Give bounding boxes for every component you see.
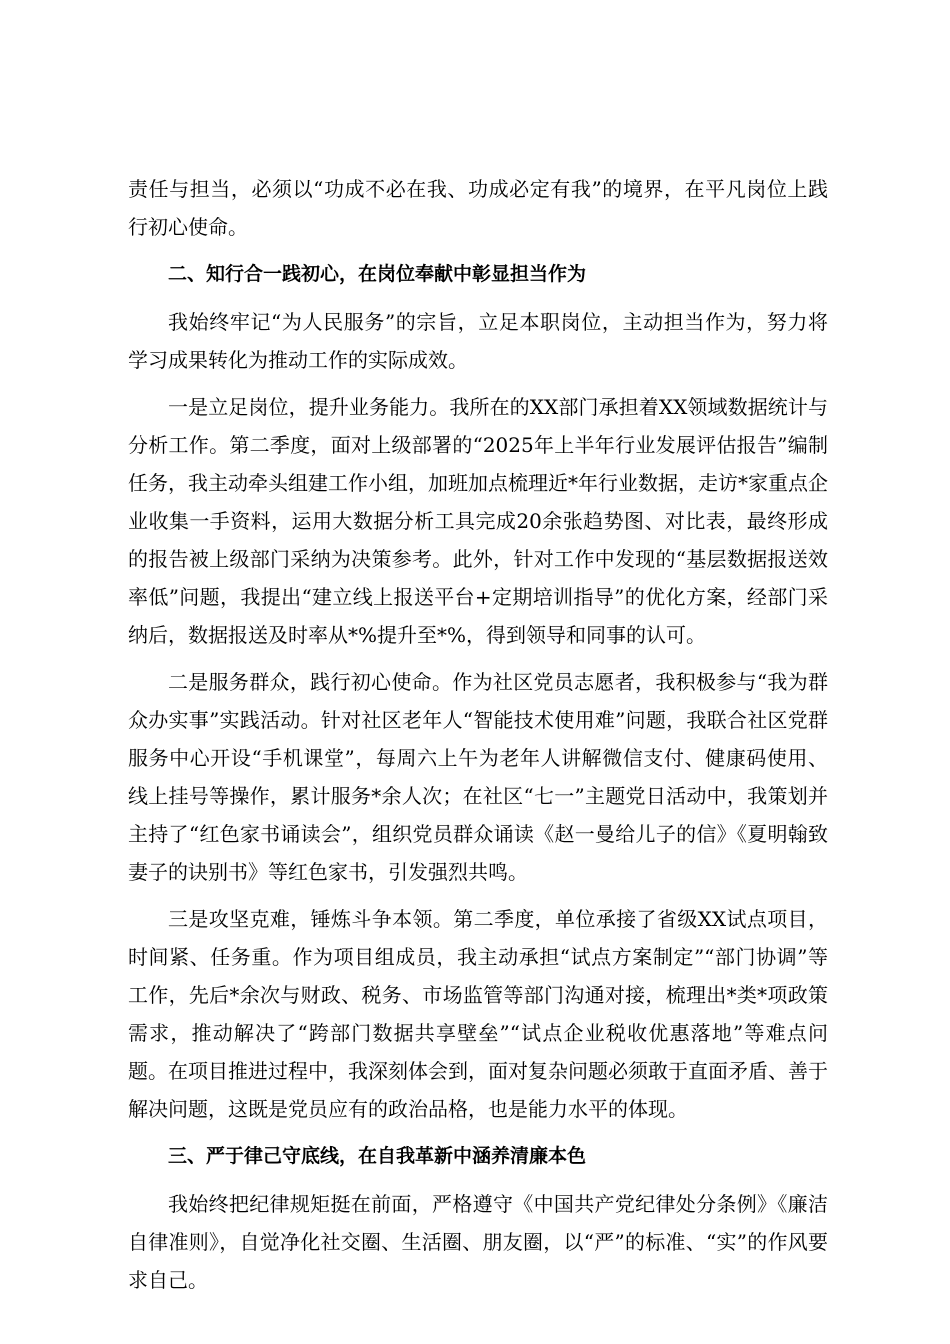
paragraph-intro-section-3: 我始终把纪律规矩挺在前面，严格遵守《中国共产党纪律处分条例》《廉洁自律准则》，自觉净化社交圈、生活圈、朋友圈，以“严”的标准、“实”的作风要求自己。 — [128, 1192, 828, 1292]
paragraph-intro-section-2: 我始终牢记“为人民服务”的宗旨，立足本职岗位，主动担当作为，努力将学习成果转化为推动工作的实际成效。 — [128, 310, 828, 372]
document-body — [128, 170, 828, 1308]
paragraph-point-2: 二是服务群众，践行初心使命。作为社区党员志愿者，我积极参与“我为群众办实事”实践活动。针对社区老年人“智能技术使用难”问题，我联合社区党群服务中心开设“手机课堂”，每周六上午为老年人讲解微信支付、健康码使用、线上挂号等操作，累计服务*余人次；在社区“七一”主题党日活动中，我策划并主持了“红色家书诵读会”，组织党员群众诵读《赵一曼给儿子的信》《夏明翰致妻子的诀别书》等红色家书，引发强烈共鸣。 — [128, 670, 828, 884]
paragraph-continuation: 责任与担当，必须以“功成不必在我、功成必定有我”的境界，在平凡岗位上践行初心使命。 — [128, 177, 828, 239]
paragraph-point-3: 三是攻坚克难，锤炼斗争本领。第二季度，单位承接了省级XX试点项目，时间紧、任务重。作为项目组成员，我主动承担“试点方案制定”“部门协调”等工作，先后*余次与财政、税务、市场监管等部门沟通对接，梳理出*类*项政策需求，推动解决了“跨部门数据共享壁垒”“试点企业税收优惠落地”等难点问题。在项目推进过程中，我深刻体会到，面对复杂问题必须敢于直面矛盾、善于解决问题，这既是党员应有的政治品格，也是能力水平的体现。 — [128, 907, 828, 1121]
paragraph-point-1: 一是立足岗位，提升业务能力。我所在的XX部门承担着XX领域数据统计与分析工作。第二季度，面对上级部署的“2025年上半年行业发展评估报告”编制任务，我主动牵头组建工作小组，加班加点梳理近*年行业数据，走访*家重点企业收集一手资料，运用大数据分析工具完成20余张趋势图、对比表，最终形成的报告被上级部门采纳为决策参考。此外，针对工作中发现的“基层数据报送效率低”问题，我提出“建立线上报送平台+定期培训指导”的优化方案，经部门采纳后，数据报送及时率从*%提升至*%，得到领导和同事的认可。 — [128, 395, 828, 647]
section-heading-3: 三、严于律己守底线，在自我革新中涵养清廉本色 — [168, 1145, 587, 1167]
section-heading-2: 二、知行合一践初心，在岗位奉献中彰显担当作为 — [168, 263, 587, 285]
